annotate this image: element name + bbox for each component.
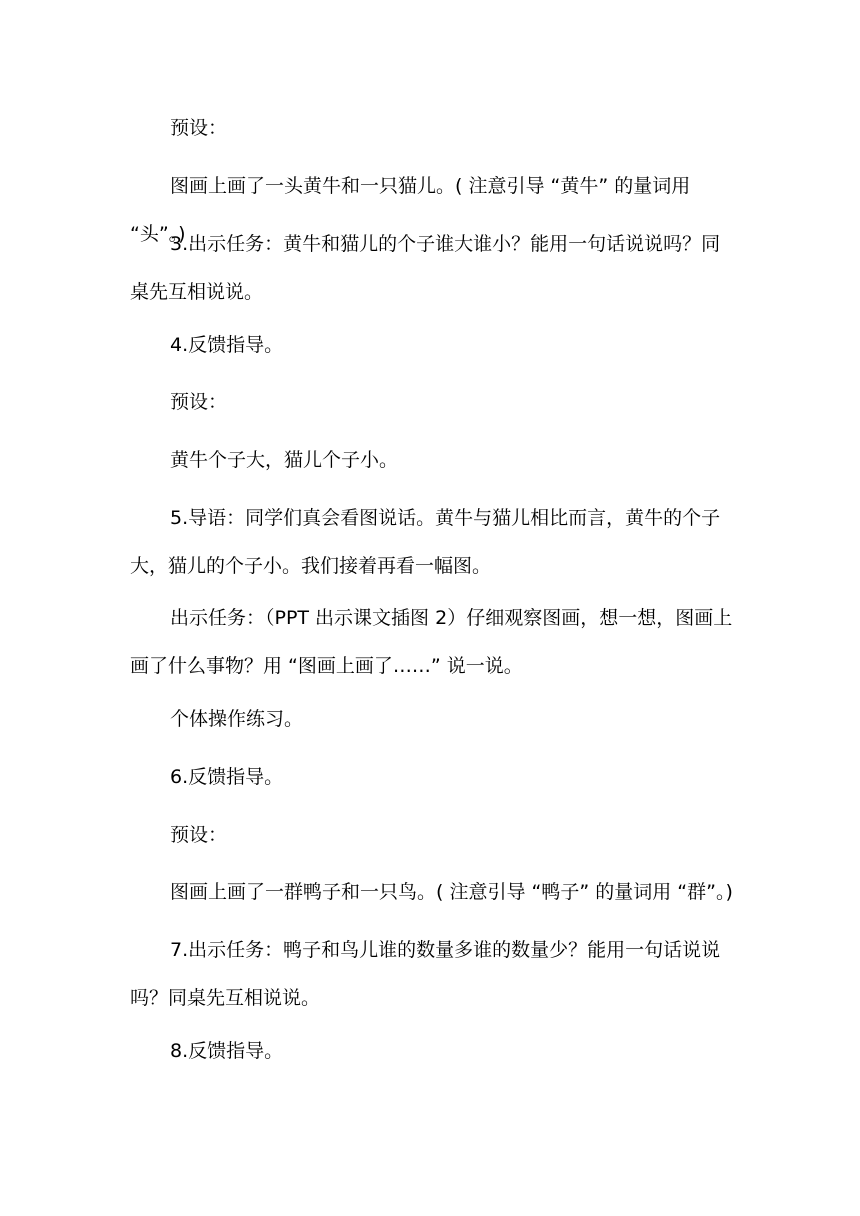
paragraph-preset-1: 预设：	[170, 117, 228, 139]
paragraph-ox-big-cat-small: 黄牛个子大，猫儿个子小。	[170, 449, 399, 471]
paragraph-preset-2: 预设：	[170, 391, 228, 413]
paragraph-preset-3: 预设：	[170, 824, 228, 846]
paragraph-intro-5: 5.导语：同学们真会看图说话。黄牛与猫儿相比而言，黄牛的个子大，猫儿的个子小。我们接着再看一幅图。	[130, 507, 721, 577]
paragraph-individual-practice: 个体操作练习。	[170, 708, 304, 730]
paragraph-task-picture-2: 出示任务：（PPT 出示课文插图 2）仔细观察图画，想一想，图画上画了什么事物？用 “图画上画了……” 说一说。	[130, 607, 733, 677]
paragraph-feedback-8: 8.反馈指导。	[170, 1040, 284, 1062]
paragraph-picture-ducks-bird: 图画上画了一群鸭子和一只鸟。( 注意引导 “鸭子” 的量词用 “群”。)	[170, 881, 733, 903]
paragraph-picture-ox-cat: 图画上画了一头黄牛和一只猫儿。( 注意引导 “黄牛” 的量词用 “头”。)	[130, 175, 691, 245]
paragraph-feedback-6: 6.反馈指导。	[170, 766, 284, 788]
paragraph-task-3: 3.出示任务：黄牛和猫儿的个子谁大谁小？能用一句话说说吗？同桌先互相说说。	[130, 233, 721, 303]
paragraph-task-7: 7.出示任务：鸭子和鸟儿谁的数量多谁的数量少？能用一句话说说吗？同桌先互相说说。	[130, 939, 721, 1009]
paragraph-feedback-4: 4.反馈指导。	[170, 334, 284, 356]
